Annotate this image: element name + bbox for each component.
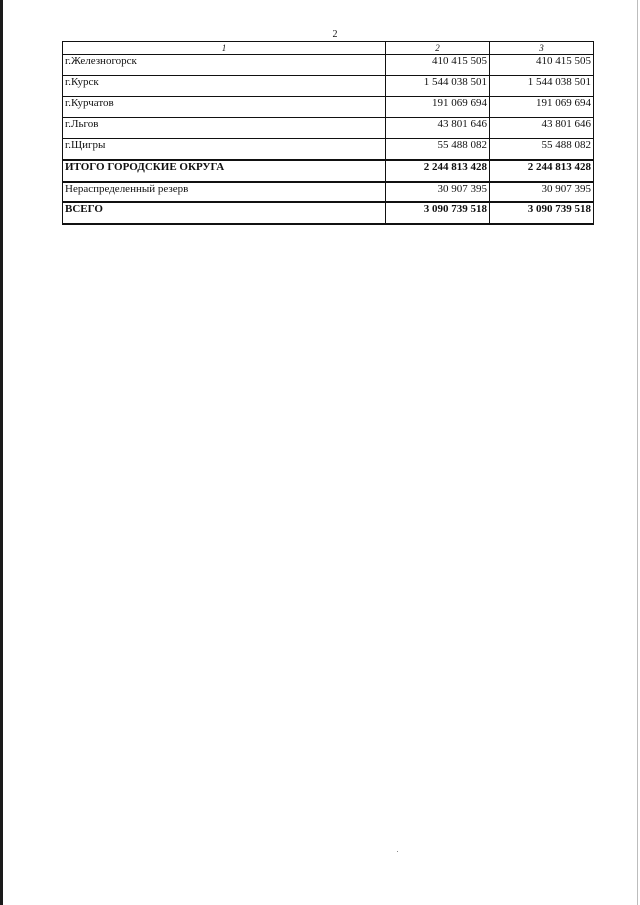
table-row xyxy=(63,118,594,139)
table-row xyxy=(63,139,594,161)
row-name: Нераспределенный резерв xyxy=(63,182,386,202)
column-header-2: 2 xyxy=(386,42,490,55)
row-value-col2: 410 415 505 xyxy=(386,55,490,76)
row-name: г.Льгов xyxy=(63,118,386,139)
page-number: 2 xyxy=(332,29,338,40)
row-value-col3: 55 488 082 xyxy=(490,139,594,161)
reserve-row xyxy=(63,182,594,202)
row-value-col3: 43 801 646 xyxy=(490,118,594,139)
row-value-col3: 2 244 813 428 xyxy=(490,160,594,182)
row-value-col2: 191 069 694 xyxy=(386,97,490,118)
row-name: г.Железногорск xyxy=(63,55,386,76)
row-value-col2: 30 907 395 xyxy=(386,182,490,202)
row-name: ИТОГО ГОРОДСКИЕ ОКРУГА xyxy=(63,160,386,182)
row-value-col3: 30 907 395 xyxy=(490,182,594,202)
row-name: г.Курск xyxy=(63,76,386,97)
row-name: ВСЕГО xyxy=(63,202,386,224)
scan-speck xyxy=(397,851,398,852)
row-value-col3: 410 415 505 xyxy=(490,55,594,76)
row-value-col2: 1 544 038 501 xyxy=(386,76,490,97)
grand-total-row xyxy=(63,202,594,224)
table-header-row xyxy=(63,42,594,55)
scan-edge-right xyxy=(637,0,638,905)
row-value-col3: 191 069 694 xyxy=(490,97,594,118)
table-row xyxy=(63,97,594,118)
row-value-col2: 55 488 082 xyxy=(386,139,490,161)
row-value-col3: 1 544 038 501 xyxy=(490,76,594,97)
row-name: г.Курчатов xyxy=(63,97,386,118)
budget-table xyxy=(62,41,594,225)
total-row-city-districts xyxy=(63,160,594,182)
row-value-col2: 43 801 646 xyxy=(386,118,490,139)
row-value-col2: 2 244 813 428 xyxy=(386,160,490,182)
column-header-3: 3 xyxy=(490,42,594,55)
scan-edge-left xyxy=(0,0,3,905)
table-row xyxy=(63,55,594,76)
column-header-1: 1 xyxy=(63,42,386,55)
row-name: г.Щигры xyxy=(63,139,386,161)
row-value-col3: 3 090 739 518 xyxy=(490,202,594,224)
row-value-col2: 3 090 739 518 xyxy=(386,202,490,224)
table-row xyxy=(63,76,594,97)
